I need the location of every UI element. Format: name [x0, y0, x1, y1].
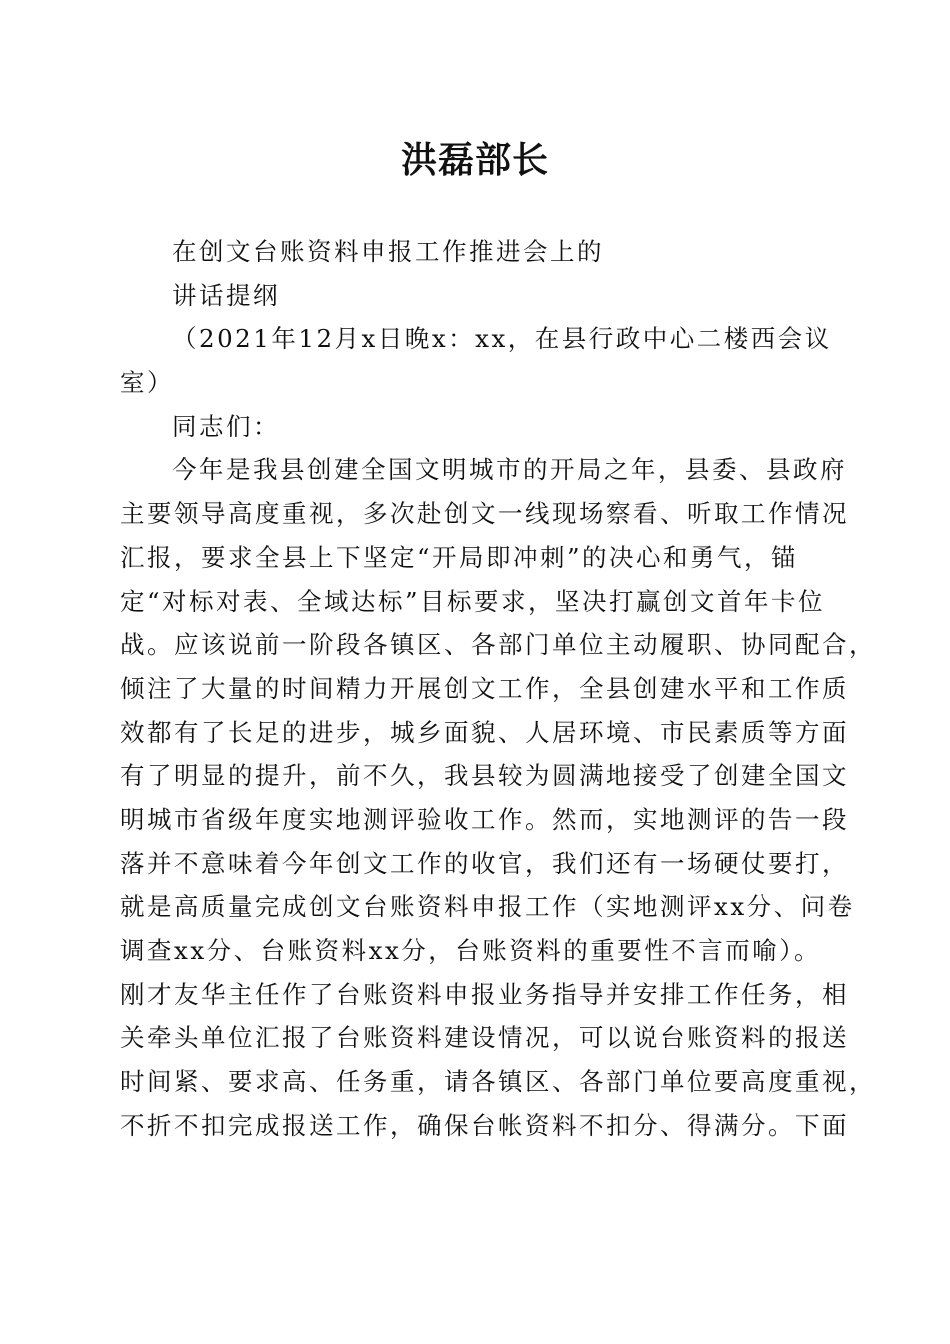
paragraph-line: 明城市省级年度实地测评验收工作。然而，实地测评的告一段 [120, 804, 849, 834]
paragraph-line: 关牵头单位汇报了台账资料建设情况，可以说台账资料的报送 [120, 1023, 849, 1053]
paragraph-line: 刚才友华主任作了台账资料申报业务指导并安排工作任务，相 [120, 979, 849, 1009]
meeting-info-line: （2021年12月x日晚x：xx，在县行政中心二楼西会议 [172, 324, 832, 354]
paragraph-line: 效都有了长足的进步，城乡面貌、人居环境、市民素质等方面 [120, 717, 849, 747]
paragraph-line: 主要领导高度重视，多次赴创文一线现场察看、听取工作情况 [120, 499, 849, 529]
paragraph-line: 就是高质量完成创文台账资料申报工作（实地测评xx分、问卷 [120, 892, 855, 922]
document-title: 洪磊部长 [400, 139, 549, 181]
paragraph-line: 不折不扣完成报送工作，确保台帐资料不扣分、得满分。下面 [120, 1110, 849, 1140]
salutation: 同志们： [172, 411, 280, 441]
paragraph-line: 落并不意味着今年创文工作的收官，我们还有一场硬仗要打， [120, 848, 849, 878]
subtitle-line: 在创文台账资料申报工作推进会上的 [172, 237, 604, 266]
subtitle-line: 讲话提纲 [172, 280, 280, 310]
paragraph-line: 定“对标对表、全域达标”目标要求，坚决打赢创文首年卡位 [120, 586, 826, 616]
paragraph-line: 倾注了大量的时间精力开展创文工作，全县创建水平和工作质 [120, 673, 849, 703]
paragraph-line: 今年是我县创建全国文明城市的开局之年，县委、县政府 [172, 455, 847, 485]
meeting-info-line: 室） [120, 368, 174, 398]
paragraph-line: 有了明显的提升，前不久，我县较为圆满地接受了创建全国文 [120, 761, 849, 791]
paragraph-line: 战。应该说前一阶段各镇区、各部门单位主动履职、协同配合， [120, 630, 876, 660]
paragraph-line: 汇报，要求全县上下坚定“开局即冲刺”的决心和勇气，锚 [120, 542, 799, 572]
paragraph-line: 时间紧、要求高、任务重，请各镇区、各部门单位要高度重视， [120, 1067, 876, 1097]
paragraph-line: 调查xx分、台账资料xx分，台账资料的重要性不言而喻）。 [120, 936, 822, 965]
document-body [120, 230, 876, 1147]
